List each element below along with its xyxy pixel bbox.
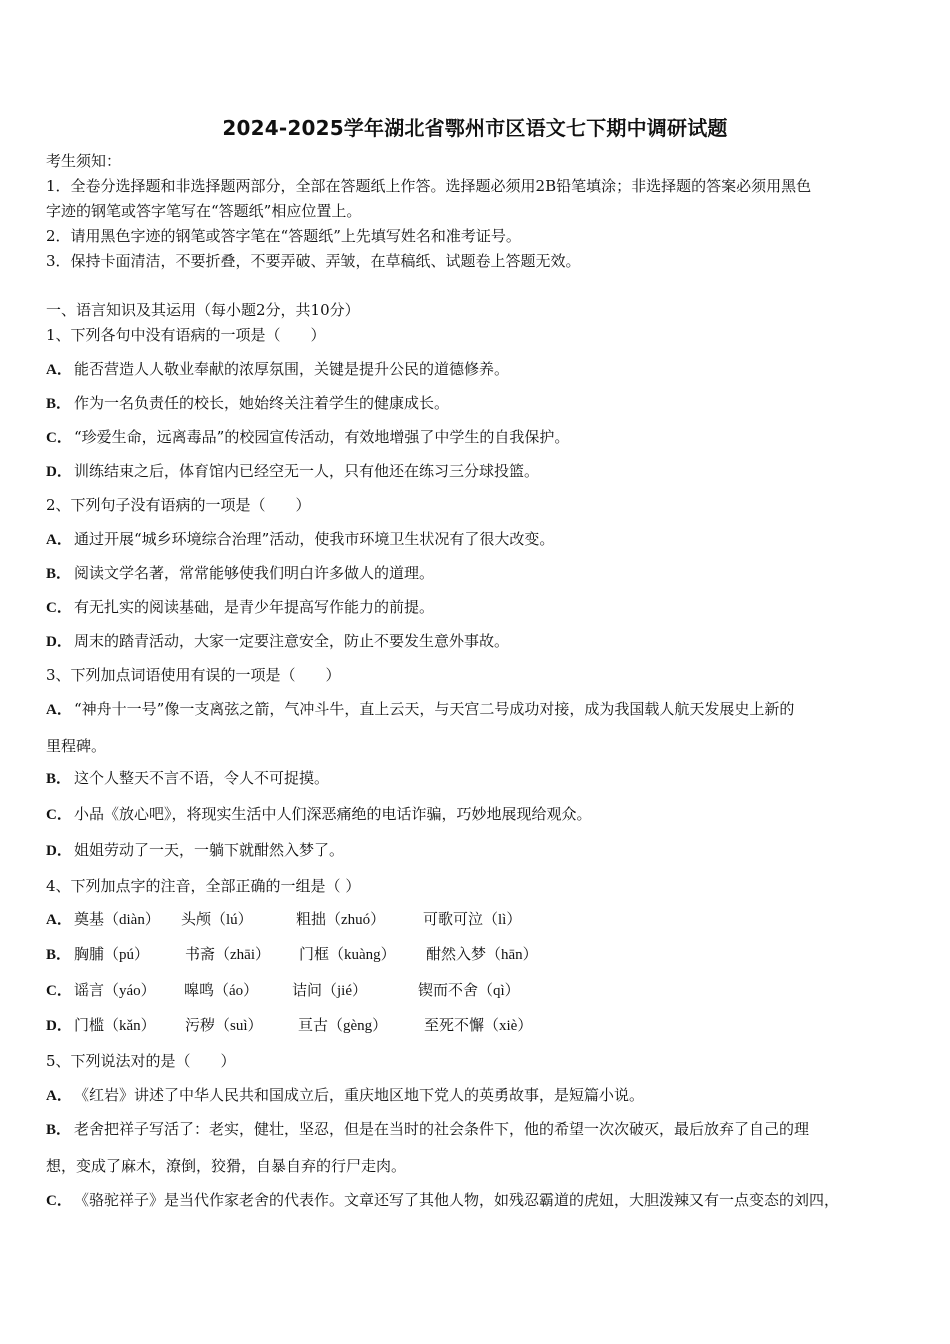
answer-option[interactable] — [46, 359, 509, 380]
option-text: 有无扎实的阅读基础，是青少年提高写作能力的前提。 — [74, 598, 435, 616]
option-label: B． — [46, 396, 72, 412]
notice-heading: 考生须知： — [46, 152, 122, 170]
question-stem: 5、下列说法对的是（ ） — [46, 1052, 236, 1070]
answer-option[interactable] — [46, 768, 329, 789]
option-text: 老舍把祥子写活了：老实，健壮，坚忍，但是在当时的社会条件下，他的希望一次次破灭，最后放弃了自己的理 — [74, 1120, 810, 1138]
option-text: “珍爱生命，远离毒品”的校园宣传活动，有效地增强了中学生的自我保护。 — [74, 428, 570, 446]
answer-option[interactable] — [46, 1119, 809, 1140]
pinyin-item: 书斋（zhāi） — [185, 947, 270, 963]
option-label: D． — [46, 843, 72, 859]
option-label: B． — [46, 771, 72, 787]
option-text: 这个人整天不言不语，令人不可捉摸。 — [74, 769, 330, 787]
answer-option[interactable] — [46, 980, 520, 1001]
answer-option[interactable] — [46, 427, 569, 448]
option-text: 姐姐劳动了一天，一躺下就酣然入梦了。 — [74, 841, 345, 859]
answer-option[interactable] — [46, 631, 509, 652]
option-label: A． — [46, 1088, 72, 1104]
pinyin-item: 头颅（lú） — [181, 912, 253, 928]
pinyin-item: 奠基（diàn） — [74, 912, 160, 928]
notice-item: 1．全卷分选择题和非选择题两部分，全部在答题纸上作答。选择题必须用2B铅笔填涂；非选择题的答案必须用黑色 — [46, 177, 812, 195]
pinyin-item: 可歌可泣（lì） — [423, 912, 522, 928]
pinyin-item: 粗拙（zhuó） — [296, 912, 386, 928]
option-text: “神舟十一号”像一支离弦之箭，气冲斗牛，直上云天，与天宫二号成功对接，成为我国载人航天发展史上新的 — [74, 700, 795, 718]
notice-item: 3．保持卡面清洁，不要折叠，不要弄破、弄皱，在草稿纸、试题卷上答题无效。 — [46, 252, 581, 270]
option-label: A． — [46, 362, 72, 378]
option-label: A． — [46, 532, 72, 548]
option-text: 训练结束之后，体育馆内已经空无一人，只有他还在练习三分球投篮。 — [74, 462, 540, 480]
option-label: D． — [46, 464, 72, 480]
option-text: 作为一名负责任的校长，她始终关注着学生的健康成长。 — [74, 394, 450, 412]
option-label: D． — [46, 634, 72, 650]
notice-item: 字迹的钢笔或答字笔写在“答题纸”相应位置上。 — [46, 202, 362, 220]
option-label: C． — [46, 983, 72, 999]
option-text: 阅读文学名著，常常能够使我们明白许多做人的道理。 — [74, 564, 435, 582]
pinyin-item: 胸脯（pú） — [74, 947, 150, 963]
answer-option[interactable] — [46, 393, 449, 414]
pinyin-item: 谣言（yáo） — [74, 983, 156, 999]
pinyin-item: 诘问（jié） — [292, 983, 367, 999]
answer-option[interactable] — [46, 804, 592, 825]
answer-option[interactable] — [46, 1015, 532, 1036]
answer-option[interactable] — [46, 461, 539, 482]
answer-option[interactable] — [46, 699, 794, 720]
pinyin-item: 至死不懈（xiè） — [424, 1018, 533, 1034]
answer-option[interactable] — [46, 1190, 839, 1211]
option-text-continued: 里程碑。 — [46, 737, 107, 755]
option-text: 小品《放心吧》，将现实生活中人们深恶痛绝的电话诈骗，巧妙地展现给观众。 — [74, 805, 592, 823]
answer-option[interactable] — [46, 944, 538, 965]
pinyin-item: 门槛（kǎn） — [74, 1018, 156, 1034]
option-text: 《红岩》讲述了中华人民共和国成立后，重庆地区地下党人的英勇故事，是短篇小说。 — [74, 1086, 645, 1104]
notice-item: 2．请用黑色字迹的钢笔或答字笔在“答题纸”上先填写姓名和准考证号。 — [46, 227, 521, 245]
answer-option[interactable] — [46, 1085, 644, 1106]
option-label: A． — [46, 702, 72, 718]
answer-option[interactable] — [46, 563, 434, 584]
answer-option[interactable] — [46, 529, 554, 550]
option-label: B． — [46, 566, 72, 582]
question-stem: 1、下列各句中没有语病的一项是（ ） — [46, 326, 326, 344]
answer-option[interactable] — [46, 597, 434, 618]
question-stem: 3、下列加点词语使用有误的一项是（ ） — [46, 666, 341, 684]
pinyin-item: 锲而不舍（qì） — [418, 983, 520, 999]
option-label: D． — [46, 1018, 72, 1034]
option-label: C． — [46, 600, 72, 616]
option-label: B． — [46, 947, 72, 963]
pinyin-item: 嗥鸣（áo） — [184, 983, 259, 999]
option-text: 《骆驼祥子》是当代作家老舍的代表作。文章还写了其他人物，如残忍霸道的虎妞，大胆泼辣又有一点变态的刘四， — [74, 1191, 840, 1209]
option-label: C． — [46, 1193, 72, 1209]
option-label: B． — [46, 1122, 72, 1138]
page-title: 2024-2025学年湖北省鄂州市区语文七下期中调研试题 — [222, 116, 728, 140]
question-stem: 4、下列加点字的注音，全部正确的一组是（ ） — [46, 877, 361, 895]
pinyin-item: 门框（kuàng） — [299, 947, 396, 963]
option-text-continued: 想，变成了麻木，潦倒，狡猾，自暴自弃的行尸走肉。 — [46, 1157, 407, 1175]
pinyin-item: 污秽（suì） — [185, 1018, 263, 1034]
option-text: 能否营造人人敬业奉献的浓厚氛围，关键是提升公民的道德修养。 — [74, 360, 510, 378]
option-label: C． — [46, 807, 72, 823]
section-heading: 一、语言知识及其运用（每小题2分，共10分） — [46, 301, 360, 319]
option-label: A． — [46, 912, 72, 928]
pinyin-item: 酣然入梦（hān） — [426, 947, 538, 963]
option-label: C． — [46, 430, 72, 446]
pinyin-item: 亘古（gèng） — [298, 1018, 388, 1034]
option-text: 周末的踏青活动，大家一定要注意安全，防止不要发生意外事故。 — [74, 632, 510, 650]
question-stem: 2、下列句子没有语病的一项是（ ） — [46, 496, 311, 514]
answer-option[interactable] — [46, 840, 344, 861]
answer-option[interactable] — [46, 909, 521, 930]
option-text: 通过开展“城乡环境综合治理”活动，使我市环境卫生状况有了很大改变。 — [74, 530, 555, 548]
